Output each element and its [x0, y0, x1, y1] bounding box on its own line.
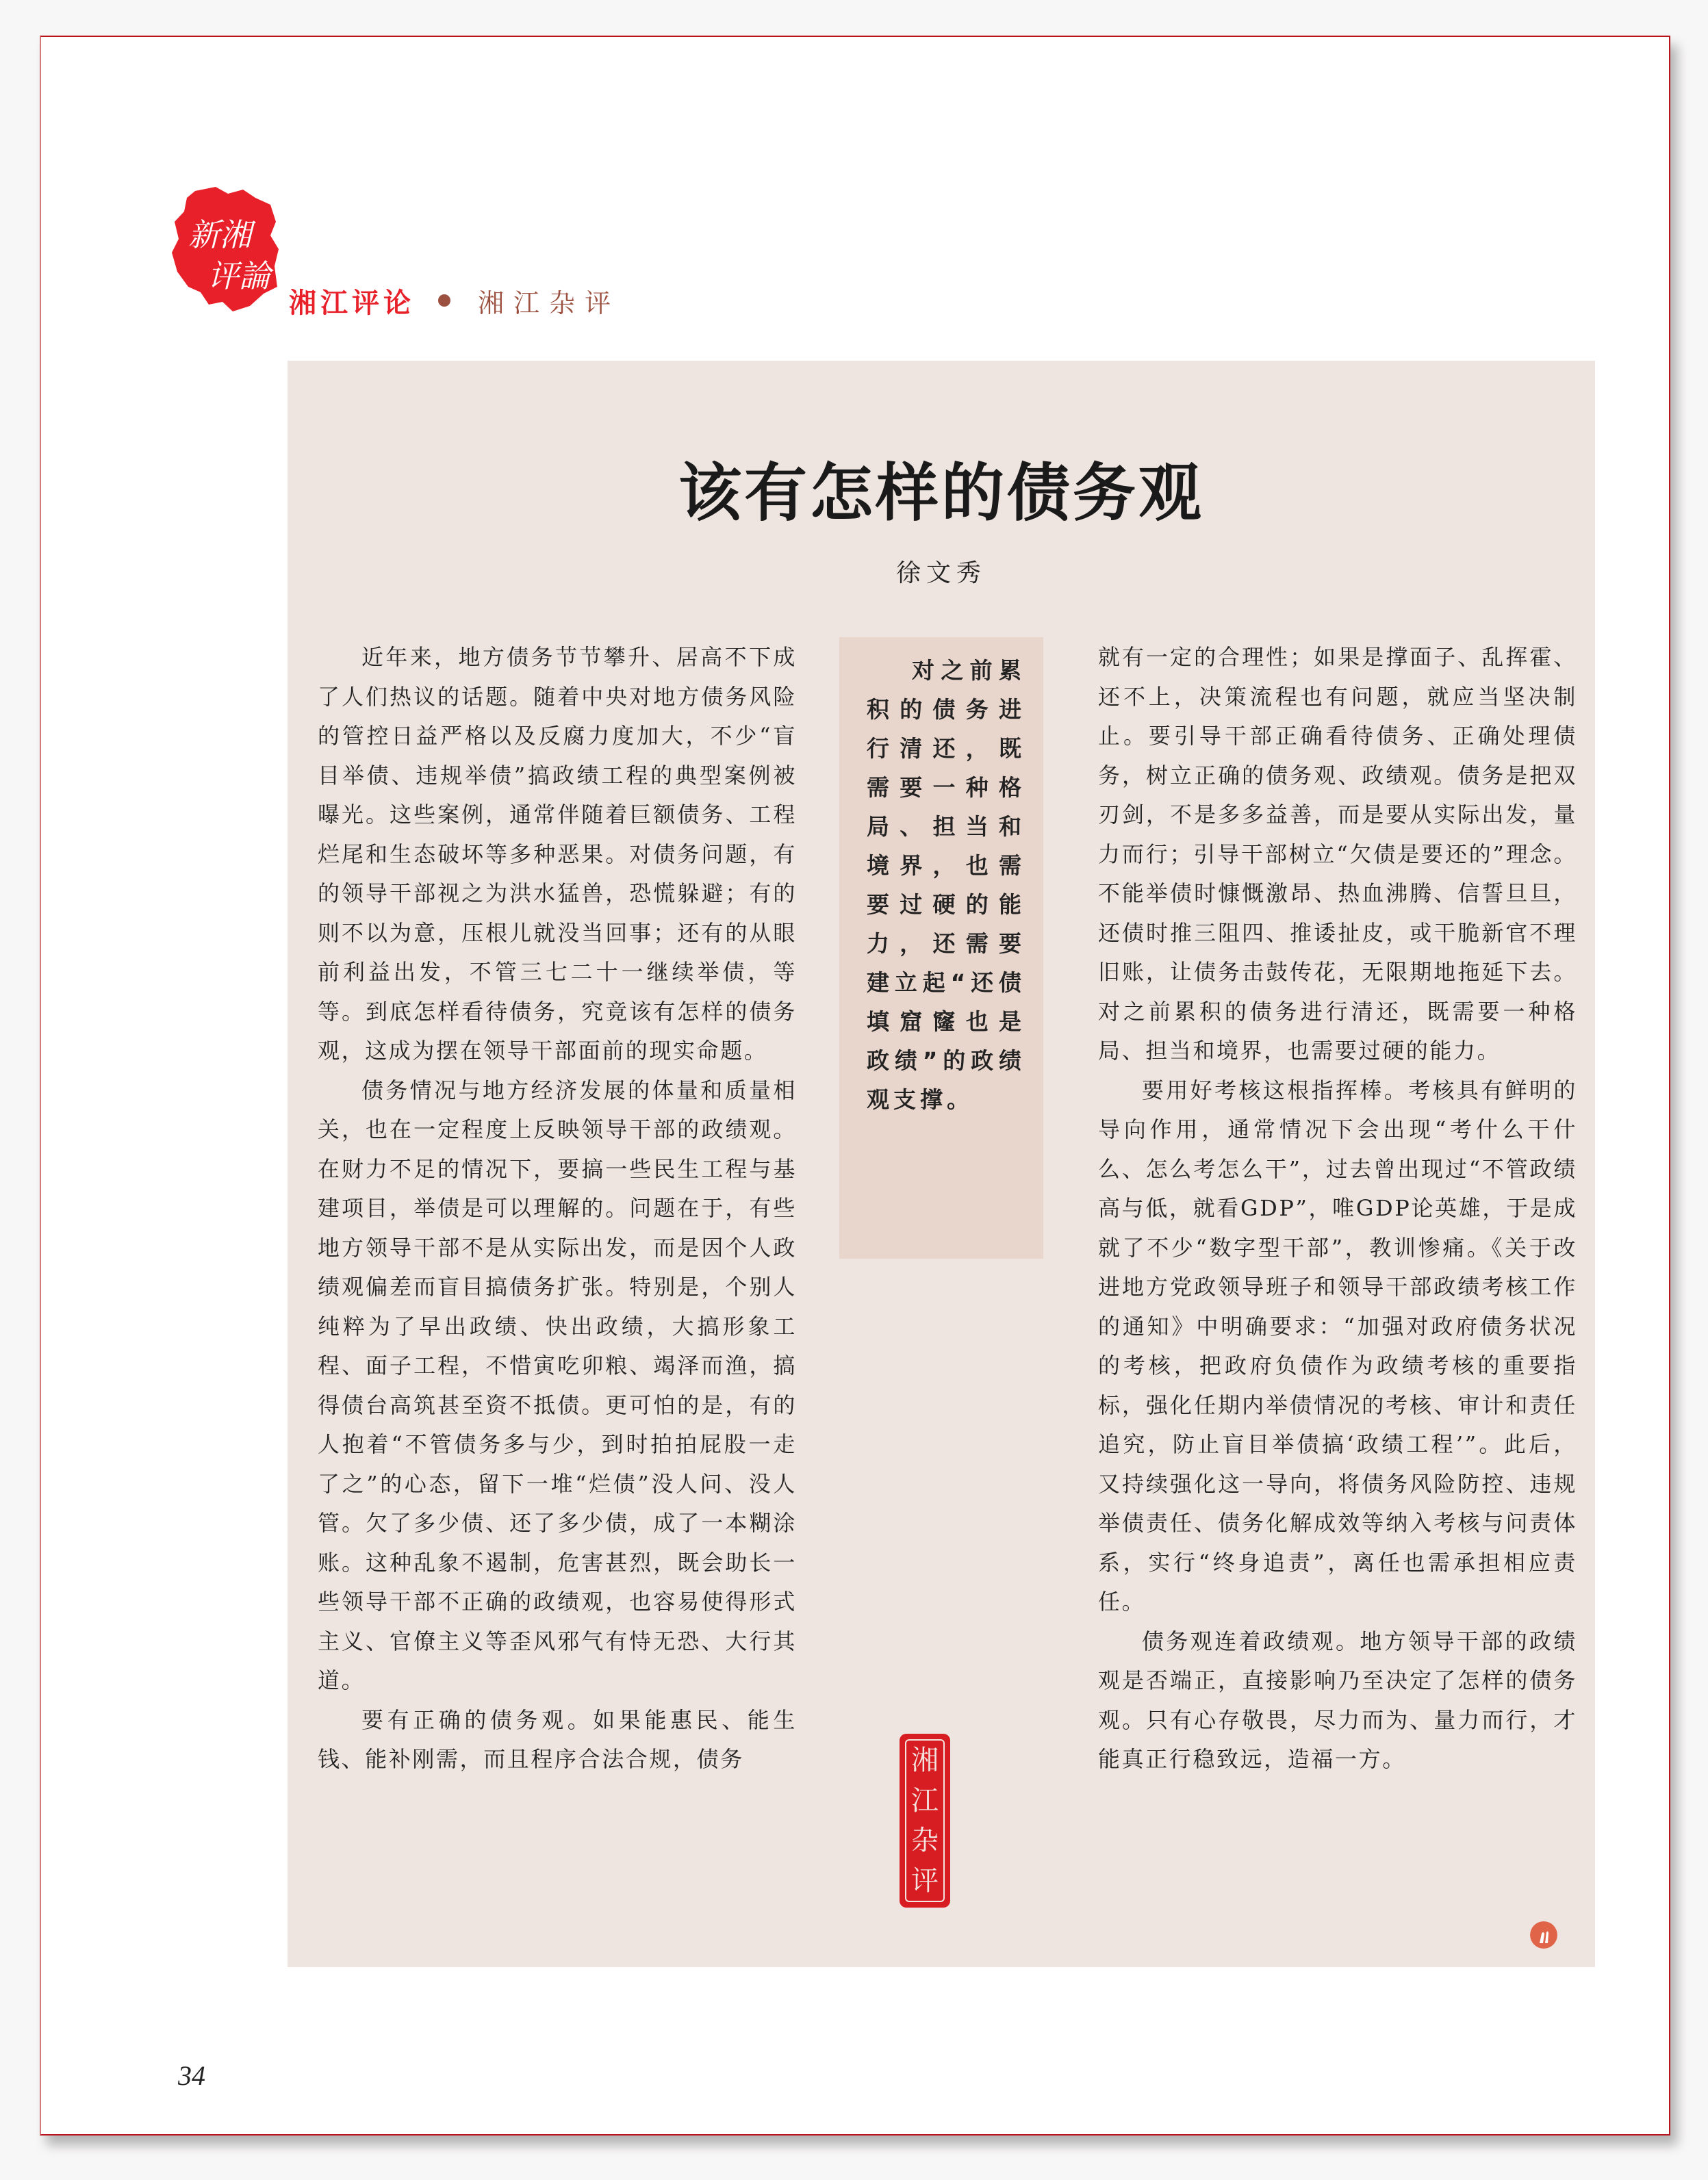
section-main-title: 湘江评论 — [289, 287, 415, 319]
logo-text: 新湘 — [188, 216, 251, 253]
end-mark-icon — [1530, 1921, 1557, 1949]
paragraph-continuation: 就有一定的合理性；如果是撑面子、乱挥霍、还不上，决策流程也有问题，就应当坚决制止。要引导干部正确看待债务、正确处理债务，树立正确的债务观、政绩观。债务是把双刃剑，不是多多益善，而是要从实际出发，量力而行；引导干部树立“欠债是要还的”理念。不能举债时慷慨激昂、热血沸腾、信誓旦旦，还债时推三阻四、推诿扯皮，或干脆新官不理旧账，让债务击鼓传花，无限期地拖延下去。对之前累积的债务进行清还，既需要一种格局、担当和境界，也需要过硬的能力。 — [1098, 644, 1577, 1064]
paragraph: 要用好考核这根指挥棒。考核具有鲜明的导向作用，通常情况下会出现“考什么干什么、怎么考怎么干”，过去曾出现过“不管政绩高与低，就看GDP”，唯GDP论英雄，于是成就了不少“数字型干部”，教训惨痛。《关于改进地方党政领导班子和领导干部政绩考核工作的通知》中明确要求：“加强对政府债务状况的考核，把政府负债作为政绩考核的重要指标，强化任期内举债情况的考核、审计和责任追究，防止盲目举债搞‘政绩工程’”。此后，又持续强化这一导向，将债务风险防控、违规举债责任、债务化解成效等纳入考核与问责体系，实行“终身追责”，离任也需承担相应责任。 — [1098, 1077, 1577, 1615]
pull-quote-text: 对之前累积的债务进行清还，既需要一种格局、担当和境界，也需要过硬的能力，还需要建立起“还债填窟窿也是政绩”的政绩观支撑。 — [867, 657, 1025, 1113]
article-title: 该有怎样的债务观 — [678, 456, 1204, 530]
article-author: 徐文秀 — [895, 559, 986, 587]
section-header — [289, 283, 620, 318]
hunan-map-logo-icon — [168, 184, 281, 314]
paragraph: 要有正确的债务观。如果能惠民、能生钱、能补刚需，而且程序合法合规，债务 — [318, 1706, 797, 1772]
left-column — [318, 638, 797, 1780]
seal-char: 杂 — [911, 1825, 939, 1857]
seal-stamp-icon — [900, 1734, 950, 1908]
article-box — [288, 361, 1595, 1967]
right-column — [1098, 638, 1577, 1780]
paragraph: 近年来，地方债务节节攀升、居高不下成了人们热议的话题。随着中央对地方债务风险的管控日益严格以及反腐力度加大，不少“盲目举债、违规举债”搞政绩工程的典型案例被曝光。这些案例，通常伴随着巨额债务、工程烂尾和生态破坏等多种恶果。对债务问题，有的领导干部视之为洪水猛兽，恐慌躲避；有的则不以为意，压根儿就没当回事；还有的从眼前利益出发，不管三七二十一继续举债，等等。到底怎样看待债务，究竟该有怎样的债务观，这成为摆在领导干部面前的现实命题。 — [318, 644, 797, 1064]
page-number: 34 — [178, 2060, 205, 2091]
seal-char: 评 — [911, 1864, 939, 1897]
magazine-page — [40, 36, 1670, 2136]
paragraph: 债务情况与地方经济发展的体量和质量相关，也在一定程度上反映领导干部的政绩观。在财力不足的情况下，要搞一些民生工程与基建项目，举债是可以理解的。问题在于，有些地方领导干部不是从实际出发，而是因个人政绩观偏差而盲目搞债务扩张。特别是，个别人纯粹为了早出政绩、快出政绩，大搞形象工程、面子工程，不惜寅吃卯粮、竭泽而渔，搞得债台高筑甚至资不抵债。更可怕的是，有的人抱着“不管债务多与少，到时拍拍屁股一走了之”的心态，留下一堆“烂债”没人问、没人管。欠了多少债、还了多少债，成了一本糊涂账。这种乱象不遏制，危害甚烈，既会助长一些领导干部不正确的政绩观，也容易使得形式主义、官僚主义等歪风邪气有恃无恐、大行其道。 — [318, 1077, 797, 1693]
seal-char: 湘 — [911, 1745, 939, 1777]
seal-char: 江 — [911, 1784, 939, 1817]
section-sub-title: 湘江杂评 — [478, 287, 621, 318]
pull-quote-box — [839, 637, 1043, 1259]
paragraph: 债务观连着政绩观。地方领导干部的政绩观是否端正，直接影响乃至决定了怎样的债务观。只有心存敬畏，尽力而为、量力而行，才能真正行稳致远，造福一方。 — [1098, 1628, 1577, 1772]
separator-dot-icon — [438, 294, 450, 307]
svg-text:评論: 评論 — [207, 257, 270, 294]
